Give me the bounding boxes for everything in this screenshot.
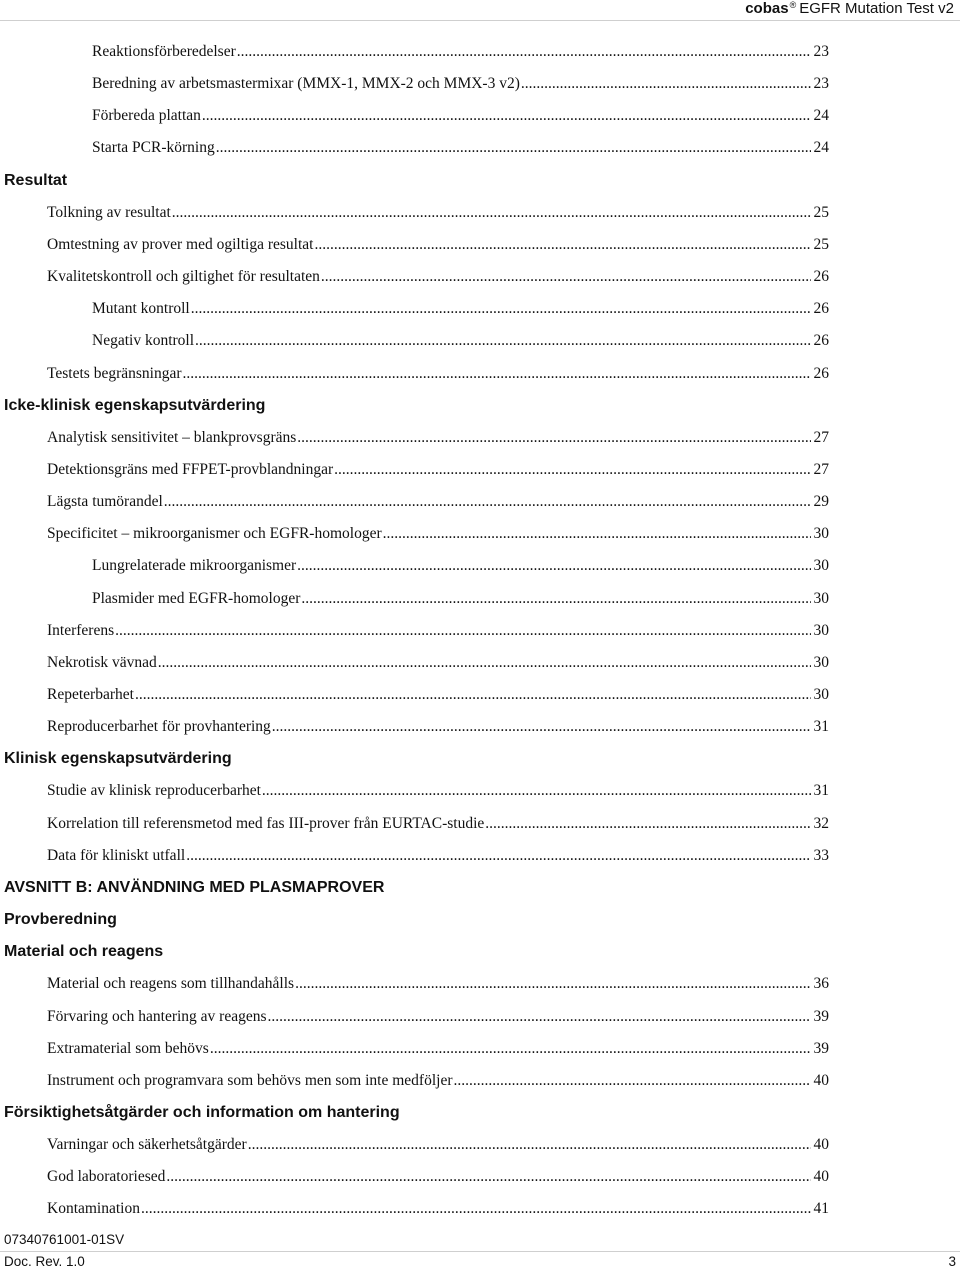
toc-entry-label: Data för kliniskt utfall [47, 847, 186, 864]
toc-entry-page: 30 [813, 525, 829, 542]
toc-entry-label: Instrument och programvara som behövs men som inte medföljer [47, 1072, 453, 1089]
toc-dot-leader [383, 524, 811, 544]
toc-entry-page: 36 [813, 975, 829, 992]
toc-dot-leader [485, 814, 810, 834]
toc-dot-leader [334, 460, 810, 480]
toc-entry[interactable] [92, 589, 829, 609]
toc-entry-label: Negativ kontroll [92, 332, 195, 349]
toc-entry-page: 41 [813, 1200, 829, 1217]
toc-entry-label: Extramaterial som behövs [47, 1040, 209, 1057]
toc-entry-page: 29 [813, 493, 829, 510]
toc-dot-leader [141, 1199, 811, 1219]
toc-entry-page: 40 [813, 1072, 829, 1089]
toc-dot-leader [268, 1007, 811, 1027]
toc-entry-page: 26 [813, 332, 829, 349]
toc-entry[interactable] [47, 781, 829, 801]
toc-entry[interactable] [47, 685, 829, 705]
toc-entry-page: 25 [813, 236, 829, 253]
toc-dot-leader [314, 235, 810, 255]
registered-mark: ® [789, 0, 797, 10]
toc-section-heading: AVSNITT B: ANVÄNDNING MED PLASMAPROVER [4, 879, 385, 896]
toc-dot-leader [297, 428, 810, 448]
toc-entry[interactable] [92, 331, 829, 351]
footer-divider [0, 1251, 960, 1252]
toc-entry-page: 24 [813, 107, 829, 124]
toc-entry-label: God laboratoriesed [47, 1168, 166, 1185]
toc-entry-page: 26 [813, 300, 829, 317]
toc-entry-label: Beredning av arbetsmastermixar (MMX-1, MMX-2 och MMX-3 v2) [92, 75, 520, 92]
toc-entry-label: Lungrelaterade mikroorganismer [92, 557, 297, 574]
toc-entry-label: Kvalitetskontroll och giltighet för resultaten [47, 268, 320, 285]
toc-dot-leader [272, 717, 811, 737]
toc-entry-page: 27 [813, 461, 829, 478]
toc-dot-leader [210, 1039, 811, 1059]
toc-entry-label: Varningar och säkerhetsåtgärder [47, 1136, 247, 1153]
toc-entry-page: 23 [813, 75, 829, 92]
toc-entry[interactable] [47, 267, 829, 287]
toc-entry-page: 30 [813, 557, 829, 574]
toc-dot-leader [295, 974, 810, 994]
toc-entry[interactable] [92, 138, 829, 158]
toc-dot-leader [216, 138, 811, 158]
toc-entry-label: Analytisk sensitivitet – blankprovsgräns [47, 429, 297, 446]
toc-section-heading: Försiktighetsåtgärder och information om hantering [4, 1104, 400, 1121]
toc-dot-leader [158, 653, 811, 673]
toc-entry[interactable] [92, 556, 829, 576]
toc-entry-page: 30 [813, 590, 829, 607]
toc-entry[interactable] [47, 492, 829, 512]
toc-entry[interactable] [47, 814, 829, 834]
toc-entry-label: Förbereda plattan [92, 107, 201, 124]
toc-dot-leader [321, 267, 811, 287]
toc-dot-leader [262, 781, 811, 801]
toc-entry-label: Specificitet – mikroorganismer och EGFR-homologer [47, 525, 382, 542]
document-revision: Doc. Rev. 1.0 [4, 1254, 85, 1269]
toc-entry-page: 27 [813, 429, 829, 446]
toc-entry[interactable] [47, 1007, 829, 1027]
toc-entry-page: 30 [813, 686, 829, 703]
toc-dot-leader [191, 299, 811, 319]
toc-dot-leader [166, 1167, 810, 1187]
toc-entry-label: Plasmider med EGFR-homologer [92, 590, 301, 607]
toc-entry[interactable] [47, 1039, 829, 1059]
toc-entry-label: Mutant kontroll [92, 300, 190, 317]
toc-dot-leader [115, 621, 810, 641]
toc-entry-page: 26 [813, 365, 829, 382]
toc-entry[interactable] [47, 203, 829, 223]
toc-dot-leader [195, 331, 810, 351]
toc-entry-label: Reproducerbarhet för provhantering [47, 718, 271, 735]
toc-entry-label: Reaktionsförberedelser [92, 43, 236, 60]
toc-dot-leader [453, 1071, 810, 1091]
toc-entry-page: 23 [813, 43, 829, 60]
toc-entry[interactable] [47, 1071, 829, 1091]
toc-entry-label: Studie av klinisk reproducerbarhet [47, 782, 261, 799]
toc-entry[interactable] [92, 42, 829, 62]
toc-dot-leader [172, 203, 811, 223]
toc-entry-page: 31 [813, 718, 829, 735]
brand-name: cobas [745, 0, 789, 17]
toc-entry-label: Korrelation till referensmetod med fas III-prover från EURTAC-studie [47, 815, 485, 832]
page-number: 3 [948, 1254, 956, 1269]
document-code: 07340761001-01SV [4, 1232, 125, 1247]
toc-entry-page: 26 [813, 268, 829, 285]
toc-entry-label: Tolkning av resultat [47, 204, 171, 221]
toc-entry[interactable] [47, 846, 829, 866]
toc-entry-label: Förvaring och hantering av reagens [47, 1008, 267, 1025]
toc-entry[interactable] [47, 717, 829, 737]
toc-section-heading: Icke-klinisk egenskapsutvärdering [4, 397, 266, 414]
toc-entry-page: 39 [813, 1040, 829, 1057]
toc-entry-page: 33 [813, 847, 829, 864]
toc-entry-label: Nekrotisk vävnad [47, 654, 157, 671]
toc-entry-page: 24 [813, 139, 829, 156]
toc-dot-leader [202, 106, 811, 126]
toc-entry[interactable] [47, 653, 829, 673]
toc-section-heading: Klinisk egenskapsutvärdering [4, 750, 232, 767]
toc-entry[interactable] [47, 460, 829, 480]
toc-dot-leader [297, 556, 810, 576]
toc-entry-label: Detektionsgräns med FFPET-provblandningar [47, 461, 334, 478]
toc-entry-page: 30 [813, 622, 829, 639]
toc-entry-label: Lägsta tumörandel [47, 493, 163, 510]
toc-entry[interactable] [47, 974, 829, 994]
toc-entry[interactable] [47, 235, 829, 255]
toc-entry[interactable] [47, 621, 829, 641]
toc-entry[interactable] [47, 428, 829, 448]
toc-dot-leader [135, 685, 811, 705]
toc-entry-label: Material och reagens som tillhandahålls [47, 975, 295, 992]
toc-dot-leader [248, 1135, 811, 1155]
toc-entry-label: Omtestning av prover med ogiltiga resultat [47, 236, 314, 253]
toc-entry[interactable] [47, 1167, 829, 1187]
toc-section-heading: Provberedning [4, 911, 117, 928]
toc-entry-page: 40 [813, 1168, 829, 1185]
toc-section-heading: Resultat [4, 172, 68, 189]
toc-entry-page: 40 [813, 1136, 829, 1153]
toc-entry-page: 31 [813, 782, 829, 799]
toc-entry-page: 30 [813, 654, 829, 671]
toc-entry[interactable] [47, 524, 829, 544]
toc-entry-page: 32 [813, 815, 829, 832]
toc-entry[interactable] [92, 299, 829, 319]
toc-dot-leader [237, 42, 811, 62]
toc-entry-label: Kontamination [47, 1200, 140, 1217]
toc-entry[interactable] [47, 364, 829, 384]
toc-entry[interactable] [92, 106, 829, 126]
toc-entry[interactable] [92, 74, 829, 94]
toc-dot-leader [301, 589, 810, 609]
toc-dot-leader [521, 74, 811, 94]
toc-entry-label: Repeterbarhet [47, 686, 134, 703]
toc-entry-page: 25 [813, 204, 829, 221]
toc-section-heading: Material och reagens [4, 943, 164, 960]
toc-dot-leader [183, 364, 811, 384]
toc-entry[interactable] [47, 1199, 829, 1219]
toc-entry-label: Interferens [47, 622, 115, 639]
toc-entry-label: Starta PCR-körning [92, 139, 215, 156]
toc-dot-leader [186, 846, 810, 866]
product-name: EGFR Mutation Test v2 [799, 0, 954, 17]
toc-dot-leader [164, 492, 811, 512]
toc-entry-page: 39 [813, 1008, 829, 1025]
toc-entry-label: Testets begränsningar [47, 365, 182, 382]
toc-entry[interactable] [47, 1135, 829, 1155]
